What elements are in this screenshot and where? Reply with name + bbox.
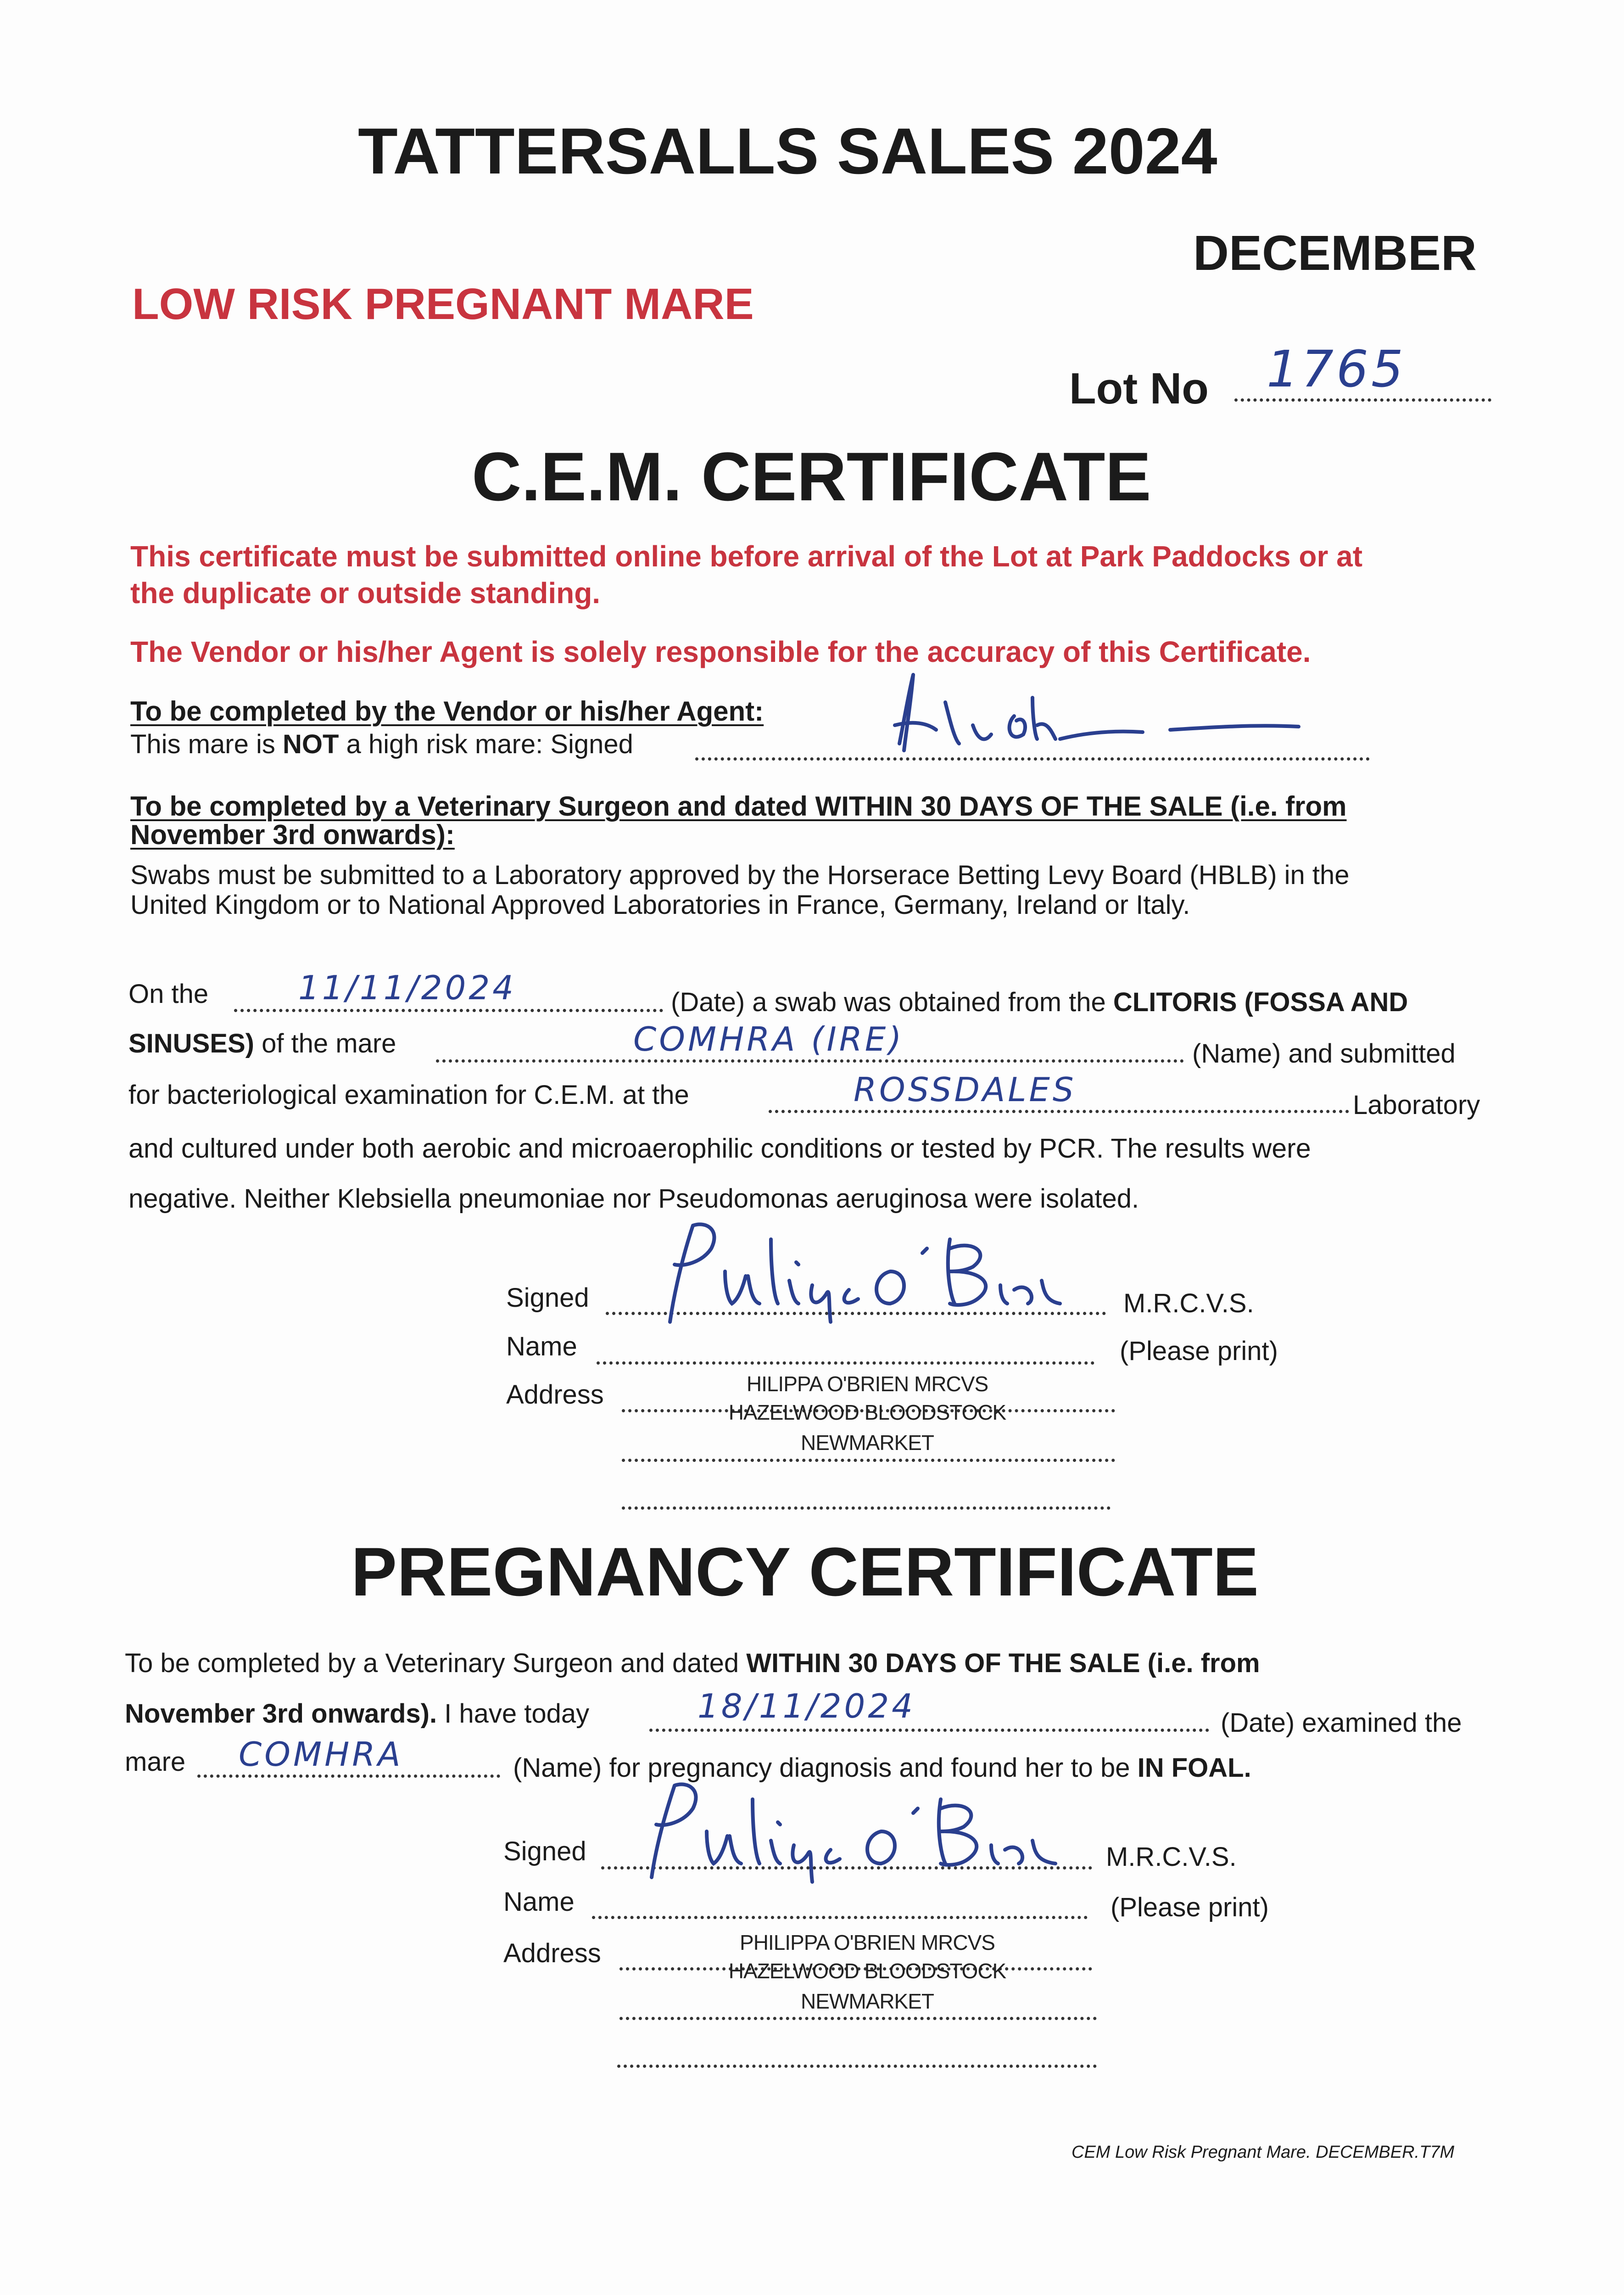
pregnancy-line1-a: To be completed by a Veterinary Surgeon and dated	[125, 1648, 747, 1678]
lot-label: Lot No	[1069, 364, 1209, 413]
culture-statement: and cultured under both aerobic and microaerophilic conditions or tested by PCR. The results were	[128, 1133, 1311, 1164]
preg-please-print: (Please print)	[1111, 1892, 1269, 1922]
sinuses-label: SINUSES)	[128, 1029, 254, 1058]
cem-stamp-line1: HILIPPA O'BRIEN MRCVS	[746, 1372, 988, 1396]
cem-please-print: (Please print)	[1120, 1336, 1278, 1366]
cem-mrcvs-label: M.R.C.V.S.	[1123, 1288, 1254, 1318]
cem-name-label: Name	[506, 1332, 577, 1361]
submission-notice-line1: This certificate must be submitted online before arrival of the Lot at Park Paddocks or at	[130, 540, 1363, 573]
pregnancy-line2-b: I have today	[437, 1699, 590, 1729]
exam-date: 18/11/2024	[698, 1687, 915, 1725]
swab-date-text-a: (Date) a swab was obtained from the	[671, 987, 1113, 1017]
mare-line	[128, 1028, 396, 1059]
certificate-category: LOW RISK PREGNANT MARE	[132, 280, 754, 329]
cem-signed-label: Signed	[506, 1283, 589, 1313]
pregnancy-line1-b: WITHIN 30 DAYS OF THE SALE (i.e. from	[746, 1648, 1260, 1678]
swab-site: CLITORIS (FOSSA AND	[1113, 987, 1408, 1017]
preg-mrcvs-label: M.R.C.V.S.	[1106, 1842, 1237, 1872]
preg-signed-label: Signed	[503, 1836, 586, 1866]
form-code: CEM Low Risk Pregnant Mare. DECEMBER.T7M	[1072, 2143, 1455, 2162]
bacteriological-text: for bacteriological examination for C.E.M. at the	[128, 1080, 689, 1110]
pregnancy-line2-c: (Date) examined the	[1221, 1708, 1462, 1738]
sale-month: DECEMBER	[1193, 225, 1477, 280]
pregnancy-line1	[125, 1648, 1260, 1679]
preg-stamp-line2: HAZELWOOD BLOODSTOCK	[728, 1959, 1006, 1983]
name-submitted-label: (Name) and submitted	[1192, 1039, 1456, 1069]
cem-vet-stamp	[725, 1371, 1010, 1455]
swab-instructions-line1: Swabs must be submitted to a Laboratory approved by the Horserace Betting Levy Board (HBLB) in the	[130, 860, 1350, 890]
pregnancy-line2-a: November 3rd onwards).	[125, 1699, 437, 1729]
vendor-section-heading: To be completed by the Vendor or his/her Agent:	[130, 696, 764, 727]
laboratory-label: Laboratory	[1353, 1090, 1480, 1120]
vendor-statement-a: This mare is	[130, 729, 283, 759]
cem-vet-signature	[633, 1212, 1074, 1331]
pregnancy-vet-stamp	[716, 1930, 1019, 2014]
vendor-statement-not: NOT	[282, 729, 339, 759]
laboratory-name: ROSSDALES	[854, 1070, 1077, 1109]
vendor-statement-b: a high risk mare: Signed	[339, 729, 633, 759]
swab-date-text	[671, 987, 1408, 1018]
vendor-statement	[130, 729, 633, 760]
vendor-signature	[886, 666, 1317, 767]
negative-statement: negative. Neither Klebsiella pneumoniae nor Pseudomonas aeruginosa were isolated.	[128, 1184, 1139, 1214]
pregnancy-line3-b: (Name) for pregnancy diagnosis and found her to be	[513, 1753, 1138, 1783]
vet-section-heading-line2: November 3rd onwards):	[130, 819, 455, 850]
responsibility-notice: The Vendor or his/her Agent is solely responsible for the accuracy of this Certificate.	[130, 635, 1311, 668]
pregnancy-mare-label: mare	[125, 1747, 186, 1777]
cem-stamp-line3: NEWMARKET	[801, 1431, 934, 1455]
of-the-mare-label: of the mare	[254, 1029, 396, 1058]
pregnancy-mare-name: COMHRA	[239, 1735, 403, 1774]
document-title: TATTERSALLS SALES 2024	[358, 115, 1217, 188]
preg-name-label: Name	[503, 1887, 575, 1917]
pregnancy-heading: PREGNANCY CERTIFICATE	[351, 1533, 1259, 1610]
lot-number: 1765	[1267, 340, 1406, 398]
cem-heading: C.E.M. CERTIFICATE	[472, 438, 1151, 515]
vet-section-heading-line1: To be completed by a Veterinary Surgeon and dated WITHIN 30 DAYS OF THE SALE (i.e. from	[130, 791, 1347, 822]
preg-stamp-line1: PHILIPPA O'BRIEN MRCVS	[740, 1931, 995, 1954]
pregnancy-line2	[125, 1698, 589, 1729]
cem-mare-name: COMHRA (IRE)	[633, 1020, 904, 1058]
cem-stamp-line2: HAZELWOOD BLOODSTOCK	[728, 1400, 1006, 1424]
submission-notice-line2: the duplicate or outside standing.	[130, 577, 601, 610]
in-foal-result: IN FOAL.	[1137, 1753, 1251, 1783]
swab-date: 11/11/2024	[298, 968, 516, 1007]
preg-stamp-line3: NEWMARKET	[801, 1989, 934, 2013]
swab-instructions-line2: United Kingdom or to National Approved Laboratories in France, Germany, Ireland or Italy.	[130, 890, 1190, 920]
pregnancy-vet-signature	[615, 1772, 1074, 1886]
cem-address-label: Address	[506, 1380, 604, 1410]
preg-address-label: Address	[503, 1938, 601, 1968]
on-the-label: On the	[128, 979, 209, 1009]
